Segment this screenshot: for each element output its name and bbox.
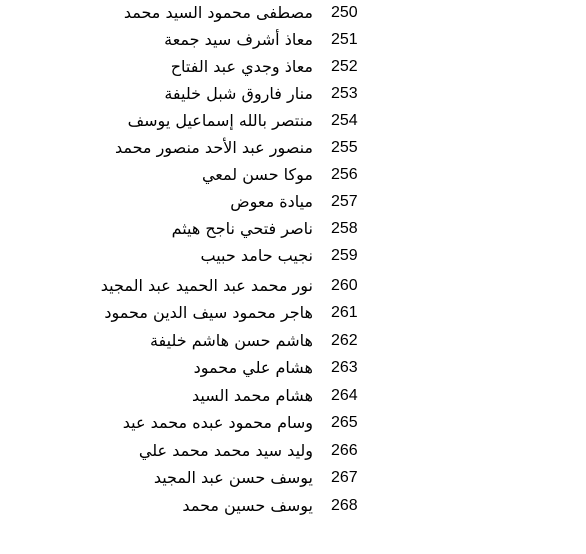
list-item: [0, 409, 586, 436]
list-item: [0, 0, 586, 26]
list-item-number: 263: [331, 359, 358, 376]
list-item: [0, 134, 586, 161]
list-item-number: 264: [331, 387, 358, 404]
list-item-number: 252: [331, 58, 358, 75]
list-item: [0, 107, 586, 134]
list-item-number: 260: [331, 277, 358, 294]
list-item: [0, 272, 586, 299]
list-item-name: هشام محمد السيد: [191, 386, 313, 405]
list-item: [0, 437, 586, 464]
list-item-name: مصطفى محمود السيد محمد: [123, 3, 313, 22]
list-item-name: موكا حسن لمعي: [201, 165, 313, 184]
list-item-number: 262: [331, 332, 358, 349]
list-item-number: 268: [331, 497, 358, 514]
list-item-number: 254: [331, 112, 358, 129]
list-item-name: يوسف حسن عبد المجيد: [153, 468, 313, 487]
list-item-number: 267: [331, 469, 358, 486]
list-item: [0, 53, 586, 80]
list-item: [0, 161, 586, 188]
list-item-number: 261: [331, 304, 358, 321]
list-item-name: وسام محمود عبده محمد عيد: [122, 413, 313, 432]
list-item: [0, 188, 586, 215]
list-item-number: 250: [331, 4, 358, 21]
list-item-number: 266: [331, 442, 358, 459]
list-item-name: منصور عبد الأحد منصور محمد: [114, 138, 313, 157]
list-item-name: منار فاروق شبل خليفة: [164, 84, 313, 103]
list-item-number: 256: [331, 166, 358, 183]
list-item-name: هاشم حسن هاشم خليفة: [149, 331, 313, 350]
list-item-name: وليد سيد محمد محمد علي: [138, 441, 313, 460]
list-item-number: 258: [331, 220, 358, 237]
list-item: [0, 354, 586, 381]
list-item-number: 257: [331, 193, 358, 210]
list-item-number: 255: [331, 139, 358, 156]
list-item-name: هاجر محمود سيف الدين محمود: [104, 303, 313, 322]
list-item: [0, 299, 586, 326]
list-item: [0, 464, 586, 491]
list-item-name: يوسف حسين محمد: [182, 496, 313, 515]
list-item-number: 253: [331, 85, 358, 102]
list-item: [0, 215, 586, 242]
list-item-name: نجيب حامد حبيب: [200, 246, 313, 265]
list-item: [0, 382, 586, 409]
list-item-name: نور محمد عبد الحميد عبد المجيد: [100, 276, 313, 295]
list-item-name: معاذ أشرف سيد جمعة: [164, 30, 313, 49]
list-item-number: 265: [331, 414, 358, 431]
list-item-name: ناصر فتحي ناجح هيثم: [171, 219, 313, 238]
list-item: [0, 26, 586, 53]
list-item-name: معاذ وجدي عبد الفتاح: [170, 57, 313, 76]
list-item: [0, 327, 586, 354]
list-item-number: 259: [331, 247, 358, 264]
list-item: [0, 492, 586, 519]
list-item: [0, 242, 586, 269]
list-item-name: منتصر بالله إسماعيل يوسف: [127, 111, 313, 130]
list-item-name: هشام علي محمود: [193, 358, 313, 377]
list-item-name: ميادة معوض: [230, 192, 313, 211]
list-item: [0, 80, 586, 107]
list-item-number: 251: [331, 31, 358, 48]
